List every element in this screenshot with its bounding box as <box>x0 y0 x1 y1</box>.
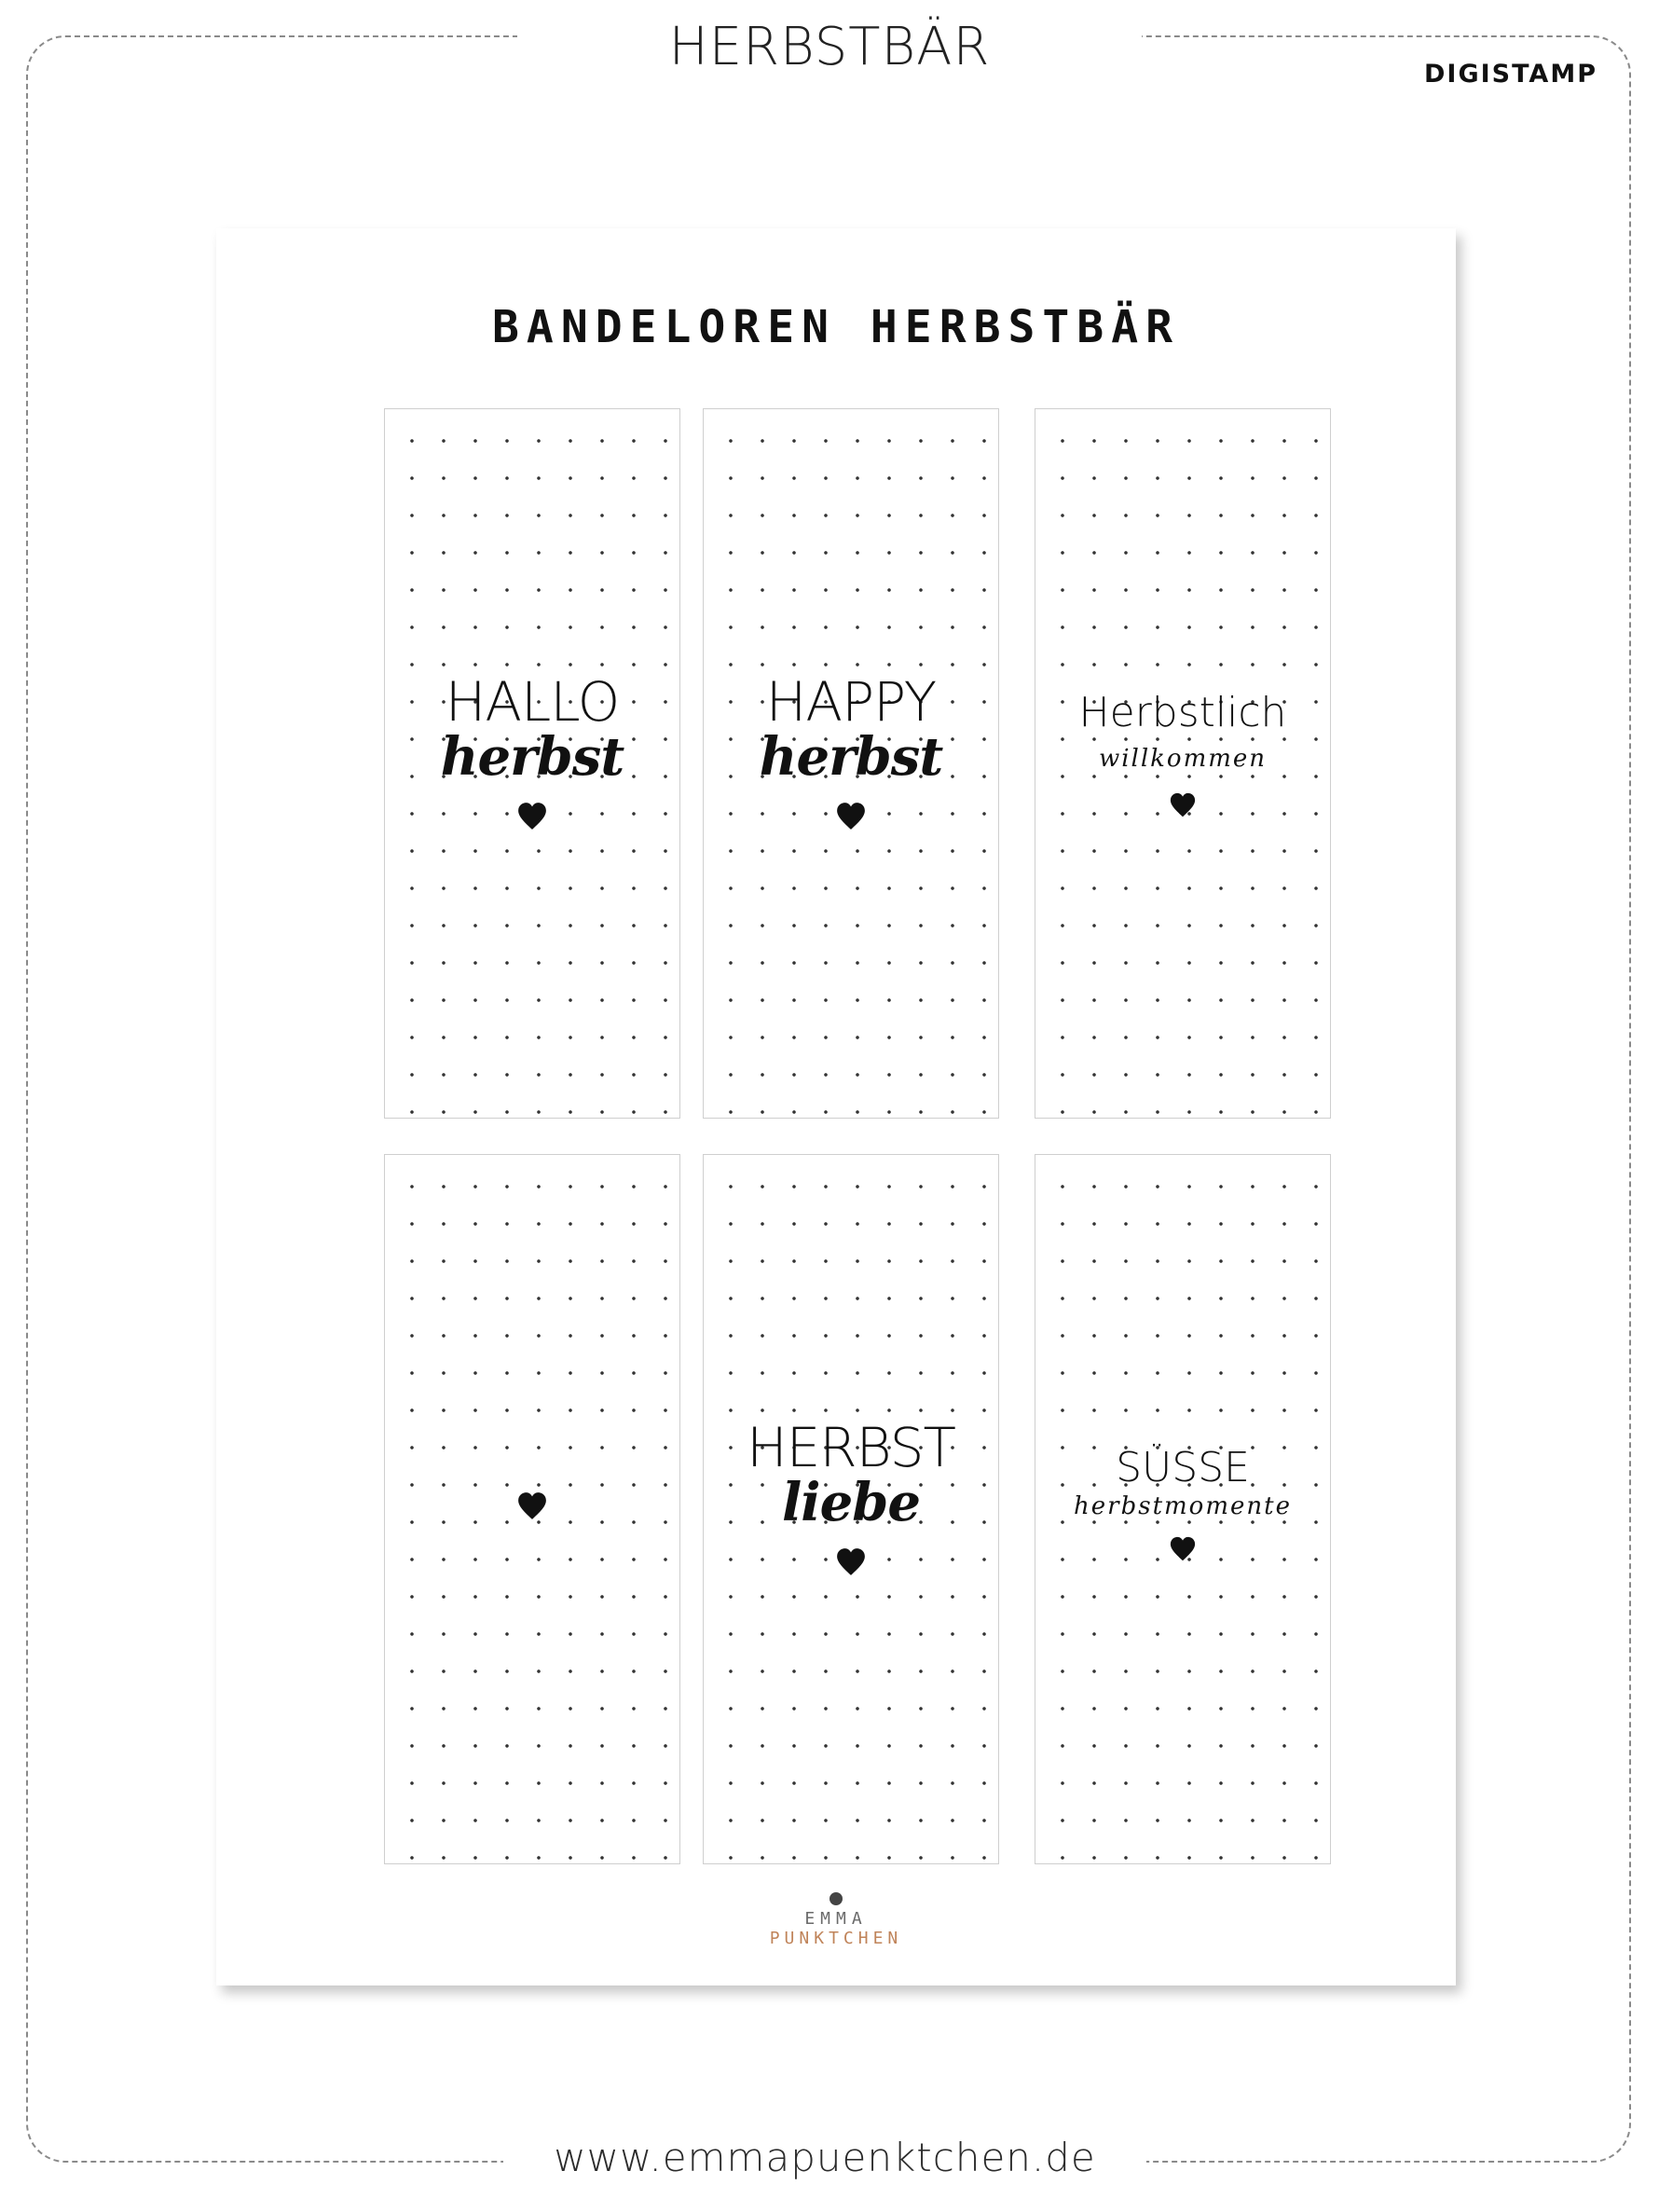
logo-mark-icon <box>830 1892 843 1905</box>
heart-icon <box>516 1491 548 1522</box>
card-headline: Herbstlich <box>1078 689 1287 736</box>
card-headline: SÜSSE <box>1116 1444 1250 1491</box>
digistamp-badge: DIGISTAMP <box>1424 60 1597 89</box>
card-headline: HALLO <box>445 670 620 734</box>
card-script: herbst <box>440 726 624 788</box>
heart-icon <box>835 1546 867 1578</box>
card-happy-herbst <box>703 408 999 1119</box>
card-headline: HERBST <box>747 1416 955 1479</box>
footer-url[interactable]: www.emmapuenktchen.de <box>554 2135 1096 2180</box>
card-herbstlich-willkommen <box>1035 408 1331 1119</box>
card-script: willkommen <box>1098 745 1268 773</box>
emma-punktchen-logo <box>216 1892 1456 1948</box>
card-hallo-herbst <box>384 408 680 1119</box>
card-script: herbst <box>759 726 943 788</box>
heart-icon <box>1169 1535 1197 1563</box>
card-script: herbstmomente <box>1074 1492 1292 1520</box>
card-headline: HAPPY <box>765 670 937 734</box>
card-script: liebe <box>782 1472 920 1533</box>
heart-icon <box>516 801 548 832</box>
heart-icon <box>1169 791 1197 819</box>
heart-icon <box>835 801 867 832</box>
card-suesse-herbstmomente <box>1035 1154 1331 1864</box>
bandelore-sheet <box>216 228 1456 1985</box>
card-herbst-liebe <box>703 1154 999 1864</box>
page-title: HERBSTBÄR <box>668 17 991 77</box>
logo-top-text: EMMA <box>804 1909 868 1929</box>
sheet-title: BANDELOREN HERBSTBÄR <box>492 301 1180 353</box>
card-heart-only <box>384 1154 680 1864</box>
logo-bottom-text: PUNKTCHEN <box>769 1929 903 1948</box>
